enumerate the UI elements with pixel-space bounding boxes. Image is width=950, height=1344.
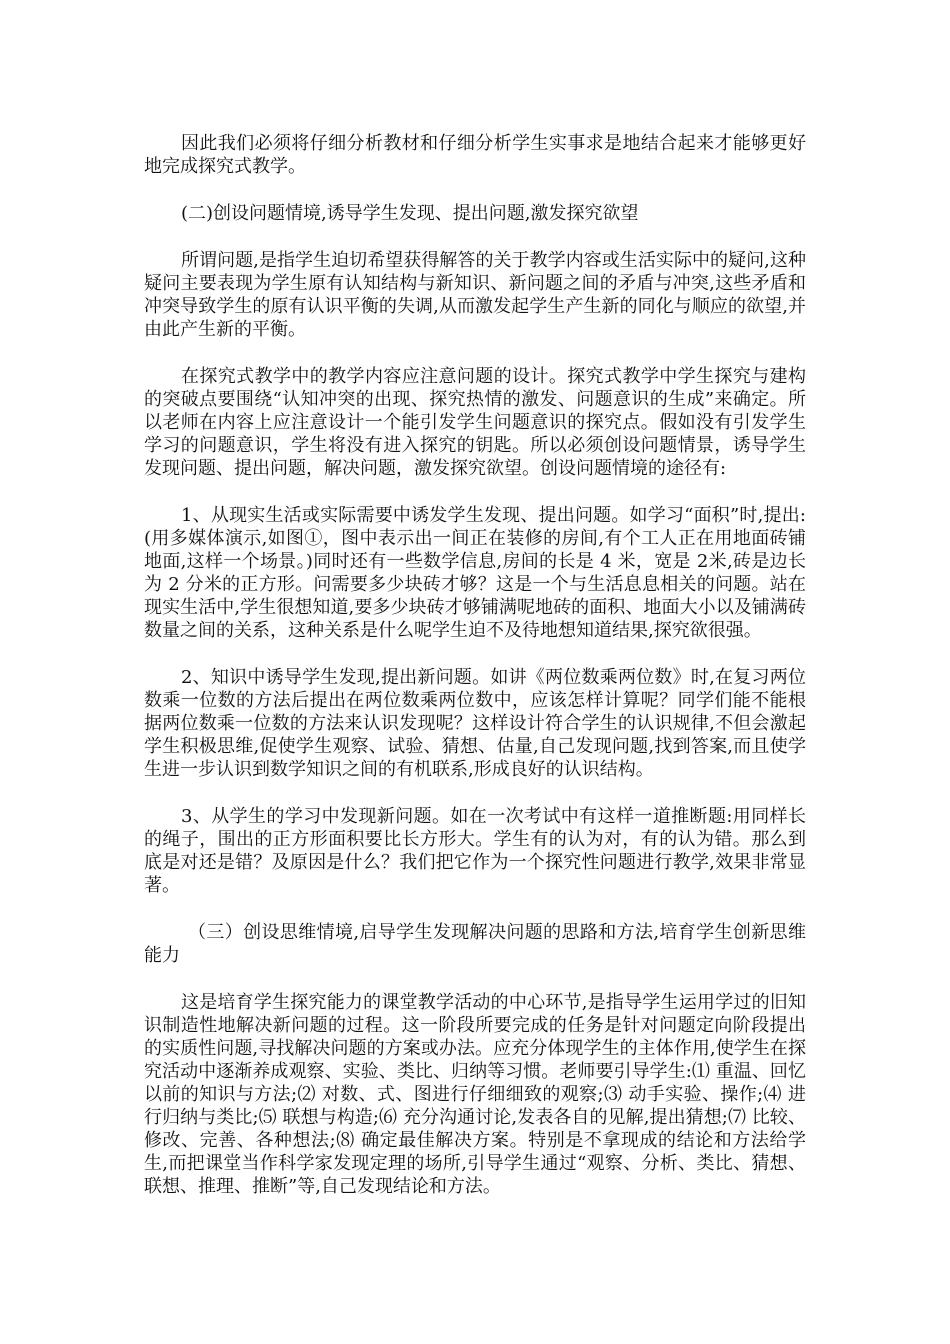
paragraph-thinking-context: 这是培育学生探究能力的课堂教学活动的中心环节,是指导学生运用学过的旧知识制造性地解决新问题的过程。这一阶段所要完成的任务是针对问题定向阶段提出的实质性问题,寻找解决问题的方案或办法。应充分体现学生的主体作用,使学生在探究活动中逐渐养成观察、实验、类比、归纳等习惯。老师要引导学生:⑴ 重温、回忆以前的知识与方法;⑵ 对数、式、图进行仔细细致的观察;⑶ 动手实验、操作;⑷ 进行归纳与类比;⑸ 联想与构造;⑹ 充分沟通讨论,发表各自的见解,提出猜想;⑺ 比较、修改、完善、各种想法;⑻ 确定最佳解决方案。特别是不拿现成的结论和方法给学生,而把课堂当作科学家发现定理的场所,引导学生通过“观察、分析、类比、猜想、联想、推理、推断”等,自己发现结论和方法。 <box>144 992 806 1197</box>
paragraph-conclusion: 因此我们必须将仔细分析教材和仔细分析学生实事求是地结合起来才能够更好地完成探究式教学。 <box>144 133 806 177</box>
paragraph-problem-definition: 所谓问题,是指学生迫切希望获得解答的关于教学内容或生活实际中的疑问,这种疑问主要表现为学生原有认知结构与新知识、新问题之间的矛盾与冲突,这些矛盾和冲突导致学生的原有认识平衡的失调,从而激发起学生产生新的同化与顺应的欲望,并由此产生新的平衡。 <box>144 250 806 340</box>
paragraph-problem-design: 在探究式教学中的教学内容应注意问题的设计。探究式教学中学生探究与建构的突破点要围绕“认知冲突的出现、探究热情的激发、问题意识的生成”来确定。所以老师在内容上应注意设计一个能引发学生问题意识的探究点。假如没有引发学生学习的问题意识，学生将没有进入探究的钥匙。所以必须创设问题情景，诱导学生发现问题、提出问题，解决问题，激发探究欲望。创设问题情境的途径有: <box>144 366 806 479</box>
document-body <box>144 132 806 1222</box>
section-heading-3: （三）创设思维情境,启导学生发现解决问题的思路和方法,培育学生创新思维能力 <box>144 922 806 966</box>
section-heading-2: (二)创设问题情境,诱导学生发现、提出问题,激发探究欲望 <box>181 203 639 224</box>
paragraph-item-3: 3、从学生的学习中发现新问题。如在一次考试中有这样一道推断题:用同样长的绳子，围出的正方形面积要比长方形大。学生有的认为对，有的认为错。那么到底是对还是错？及原因是什么？我们把它作为一个探究性问题进行教学,效果非常显著。 <box>144 806 806 896</box>
paragraph-item-2: 2、知识中诱导学生发现,提出新问题。如讲《两位数乘两位数》时,在复习两位数乘一位数的方法后提出在两位数乘两位数中，应该怎样计算呢？同学们能不能根据两位数乘一位数的方法来认识发现呢？这样设计符合学生的认识规律,不但会激起学生积极思维,促使学生观察、试验、猜想、估量,自己发现问题,找到答案,而且使学生进一步认识到数学知识之间的有机联系,形成良好的认识结构。 <box>144 667 806 780</box>
paragraph-item-1: 1、从现实生活或实际需要中诱发学生发现、提出问题。如学习“面积”时,提出:(用多媒体演示,如图①，图中表示出一间正在装修的房间,有个工人正在用地面砖铺地面,这样一个场景。)同时还有一些数学信息,房间的长是 4 米，宽是 2米,砖是边长为 2 分米的正方形。问需要多少块砖才够？这是一个与生活息息相关的问题。站在现实生活中,学生很想知道,要多少块砖才够铺满呢地砖的面积、地面大小以及铺满砖数量之间的关系，这种关系是什么呢学生迫不及待地想知道结果,探究欲很强。 <box>144 505 806 641</box>
